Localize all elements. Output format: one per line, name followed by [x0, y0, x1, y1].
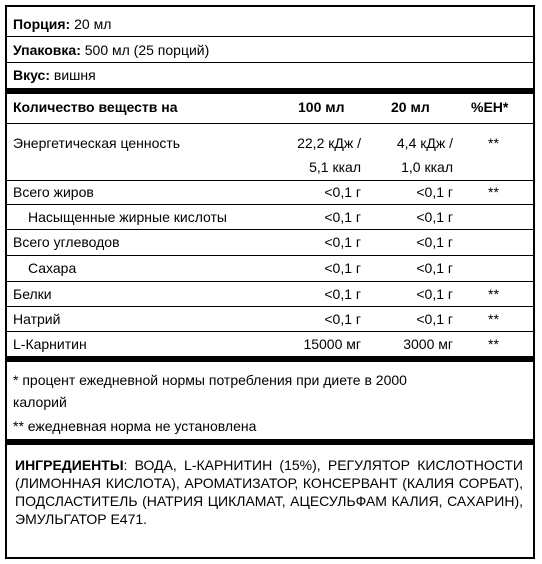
row-pct: ** — [488, 311, 499, 327]
row-value-100ml: <0,1 г — [324, 286, 361, 302]
row-name-sub: Сахара — [28, 260, 77, 276]
row-value-100ml: 22,2 кДж / — [297, 135, 361, 151]
divider — [7, 281, 533, 282]
package-info — [13, 42, 209, 59]
col-header-100ml: 100 мл — [298, 99, 345, 115]
package-value: 500 мл (25 порций) — [84, 42, 210, 58]
divider — [7, 180, 533, 181]
package-label: Упаковка: — [13, 42, 81, 58]
row-pct: ** — [488, 184, 499, 200]
row-value-20ml: <0,1 г — [416, 184, 453, 200]
row-value-100ml: <0,1 г — [324, 260, 361, 276]
row-value-20ml: <0,1 г — [416, 209, 453, 225]
serving-label: Порция: — [13, 16, 71, 32]
serving-info — [13, 16, 111, 33]
row-value-100ml: <0,1 г — [324, 311, 361, 327]
ingredients-block — [15, 456, 523, 528]
row-value-20ml: <0,1 г — [416, 260, 453, 276]
flavor-value: вишня — [53, 67, 96, 83]
thick-divider — [7, 356, 533, 362]
col-header-20ml: 20 мл — [391, 99, 430, 115]
thick-divider — [7, 439, 533, 445]
row-value-100ml: <0,1 г — [324, 209, 361, 225]
row-value-100ml: <0,1 г — [324, 184, 361, 200]
footnote-daily-value: * процент ежедневной нормы потребления при диете в 2000 — [13, 372, 407, 388]
col-header-name: Количество веществ на — [13, 99, 178, 115]
row-pct: ** — [488, 135, 499, 151]
flavor-label: Вкус: — [13, 67, 51, 83]
serving-value: 20 мл — [74, 16, 112, 32]
row-name-sub: Насыщенные жирные кислоты — [28, 209, 227, 225]
row-value-20ml: <0,1 г — [416, 311, 453, 327]
divider — [7, 36, 533, 37]
divider — [7, 204, 533, 205]
row-value-100ml: <0,1 г — [324, 234, 361, 250]
row-value-20ml: <0,1 г — [416, 234, 453, 250]
row-value-20ml: 4,4 кДж / — [396, 135, 453, 151]
row-value-20ml: 3000 мг — [403, 336, 453, 352]
row-name: Энергетическая ценность — [13, 135, 181, 151]
row-value-20ml-kcal: 1,0 ккал — [401, 159, 453, 175]
divider — [7, 123, 533, 124]
row-name: Белки — [13, 286, 52, 302]
row-pct: ** — [488, 336, 499, 352]
ingredients-label: ИНГРЕДИЕНТЫ — [15, 457, 124, 473]
footnote-daily-value-cont: калорий — [13, 394, 67, 410]
row-value-100ml-kcal: 5,1 ккал — [309, 159, 361, 175]
col-header-pct: %ЕН* — [471, 99, 509, 115]
divider — [7, 331, 533, 332]
row-value-20ml: <0,1 г — [416, 286, 453, 302]
divider — [7, 255, 533, 256]
footnote-no-norm: ** ежедневная норма не установлена — [13, 418, 257, 434]
nutrition-label — [5, 5, 535, 559]
divider — [7, 229, 533, 230]
thick-divider — [7, 88, 533, 94]
row-value-100ml: 15000 мг — [303, 336, 361, 352]
divider — [7, 306, 533, 307]
row-name: L-Карнитин — [13, 336, 87, 352]
row-name: Натрий — [13, 311, 61, 327]
row-name: Всего углеводов — [13, 234, 120, 250]
row-pct: ** — [488, 286, 499, 302]
flavor-info — [13, 67, 96, 84]
row-name: Всего жиров — [13, 184, 94, 200]
ingredients-text: : ВОДА, L-КАРНИТИН (15%), РЕГУЛЯТОР КИСЛОТНОСТИ (ЛИМОННАЯ КИСЛОТА), АРОМАТИЗАТОР, КОНСЕРВАНТ (КАЛИЯ СОРБАТ), ПОДСЛАСТИТЕЛЬ (НАТРИЯ ЦИКЛАМАТ, АЦЕСУЛЬФАМ КАЛИЯ, САХАРИН), ЭМУЛЬГАТОР Е471. — [15, 457, 523, 527]
divider — [7, 62, 533, 63]
